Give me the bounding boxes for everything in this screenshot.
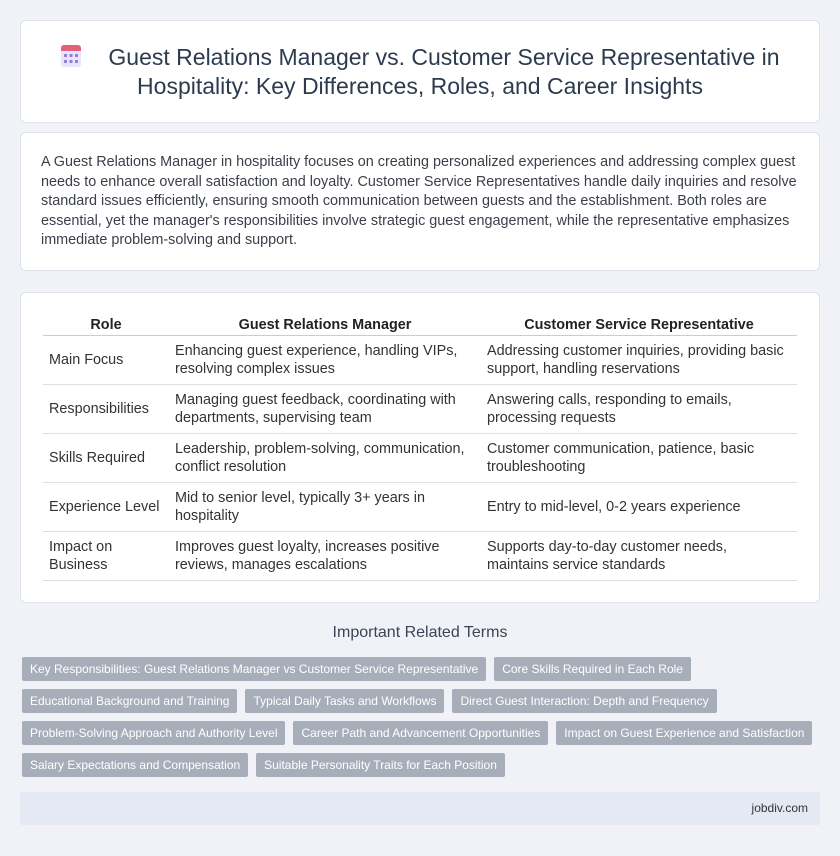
- related-terms-tags: [22, 657, 822, 785]
- related-term-tag[interactable]: Typical Daily Tasks and Workflows: [245, 689, 444, 713]
- table-row: [43, 434, 797, 483]
- manager-cell: Mid to senior level, typically 3+ years in hospitality: [169, 483, 481, 532]
- table-row: [43, 385, 797, 434]
- manager-cell: Leadership, problem-solving, communication, conflict resolution: [169, 434, 481, 483]
- row-label: Main Focus: [43, 336, 169, 385]
- summary-paragraph: A Guest Relations Manager in hospitality focuses on creating personalized experiences and addressing complex guest needs to enhance overall satisfaction and loyalty. Customer Service Representatives handle daily inquiries and resolve standard issues efficiently, ensuring smooth communication between guests and the establishment. Both roles are essential, yet the manager's responsibilities involve strategic guest engagement, while the representative emphasizes immediate problem-solving and support.: [41, 154, 797, 249]
- header-guest-relations-manager: Guest Relations Manager: [169, 313, 481, 336]
- representative-cell: Customer communication, patience, basic troubleshooting: [481, 434, 797, 483]
- table-row: [43, 532, 797, 581]
- related-term-tag[interactable]: Educational Background and Training: [22, 689, 237, 713]
- header-customer-service-representative: Customer Service Representative: [481, 313, 797, 336]
- related-term-tag[interactable]: Core Skills Required in Each Role: [494, 657, 691, 681]
- header-role: Role: [43, 313, 169, 336]
- related-terms-heading: Important Related Terms: [332, 624, 508, 641]
- table-row: [43, 483, 797, 532]
- representative-cell: Addressing customer inquiries, providing basic support, handling reservations: [481, 336, 797, 385]
- manager-cell: Enhancing guest experience, handling VIPs, resolving complex issues: [169, 336, 481, 385]
- manager-cell: Managing guest feedback, coordinating with departments, supervising team: [169, 385, 481, 434]
- representative-cell: Entry to mid-level, 0-2 years experience: [481, 483, 797, 532]
- comparison-table: [43, 313, 797, 581]
- page-title: [51, 43, 789, 101]
- related-term-tag[interactable]: Impact on Guest Experience and Satisfaction: [556, 721, 812, 745]
- manager-cell: Improves guest loyalty, increases positive reviews, manages escalations: [169, 532, 481, 581]
- table-header-row: [43, 313, 797, 336]
- related-term-tag[interactable]: Problem-Solving Approach and Authority Level: [22, 721, 285, 745]
- footer-site-link[interactable]: jobdiv.com: [751, 801, 808, 815]
- related-term-tag[interactable]: Suitable Personality Traits for Each Position: [256, 753, 505, 777]
- row-label: Impact on Business: [43, 532, 169, 581]
- related-term-tag[interactable]: Salary Expectations and Compensation: [22, 753, 248, 777]
- calendar-grid-icon: [60, 44, 82, 68]
- representative-cell: Supports day-to-day customer needs, maintains service standards: [481, 532, 797, 581]
- page-title-text: Guest Relations Manager vs. Customer Service Representative in Hospitality: Key Differences, Roles, and Career Insights: [108, 43, 780, 99]
- representative-cell: Answering calls, responding to emails, processing requests: [481, 385, 797, 434]
- row-label: Responsibilities: [43, 385, 169, 434]
- comparison-table-card: [20, 292, 820, 603]
- footer: [20, 792, 820, 825]
- row-label: Experience Level: [43, 483, 169, 532]
- related-term-tag[interactable]: Key Responsibilities: Guest Relations Manager vs Customer Service Representative: [22, 657, 486, 681]
- table-row: [43, 336, 797, 385]
- title-card: [20, 20, 820, 123]
- row-label: Skills Required: [43, 434, 169, 483]
- summary-card: [20, 132, 820, 271]
- related-term-tag[interactable]: Direct Guest Interaction: Depth and Frequency: [452, 689, 716, 713]
- related-term-tag[interactable]: Career Path and Advancement Opportunities: [293, 721, 548, 745]
